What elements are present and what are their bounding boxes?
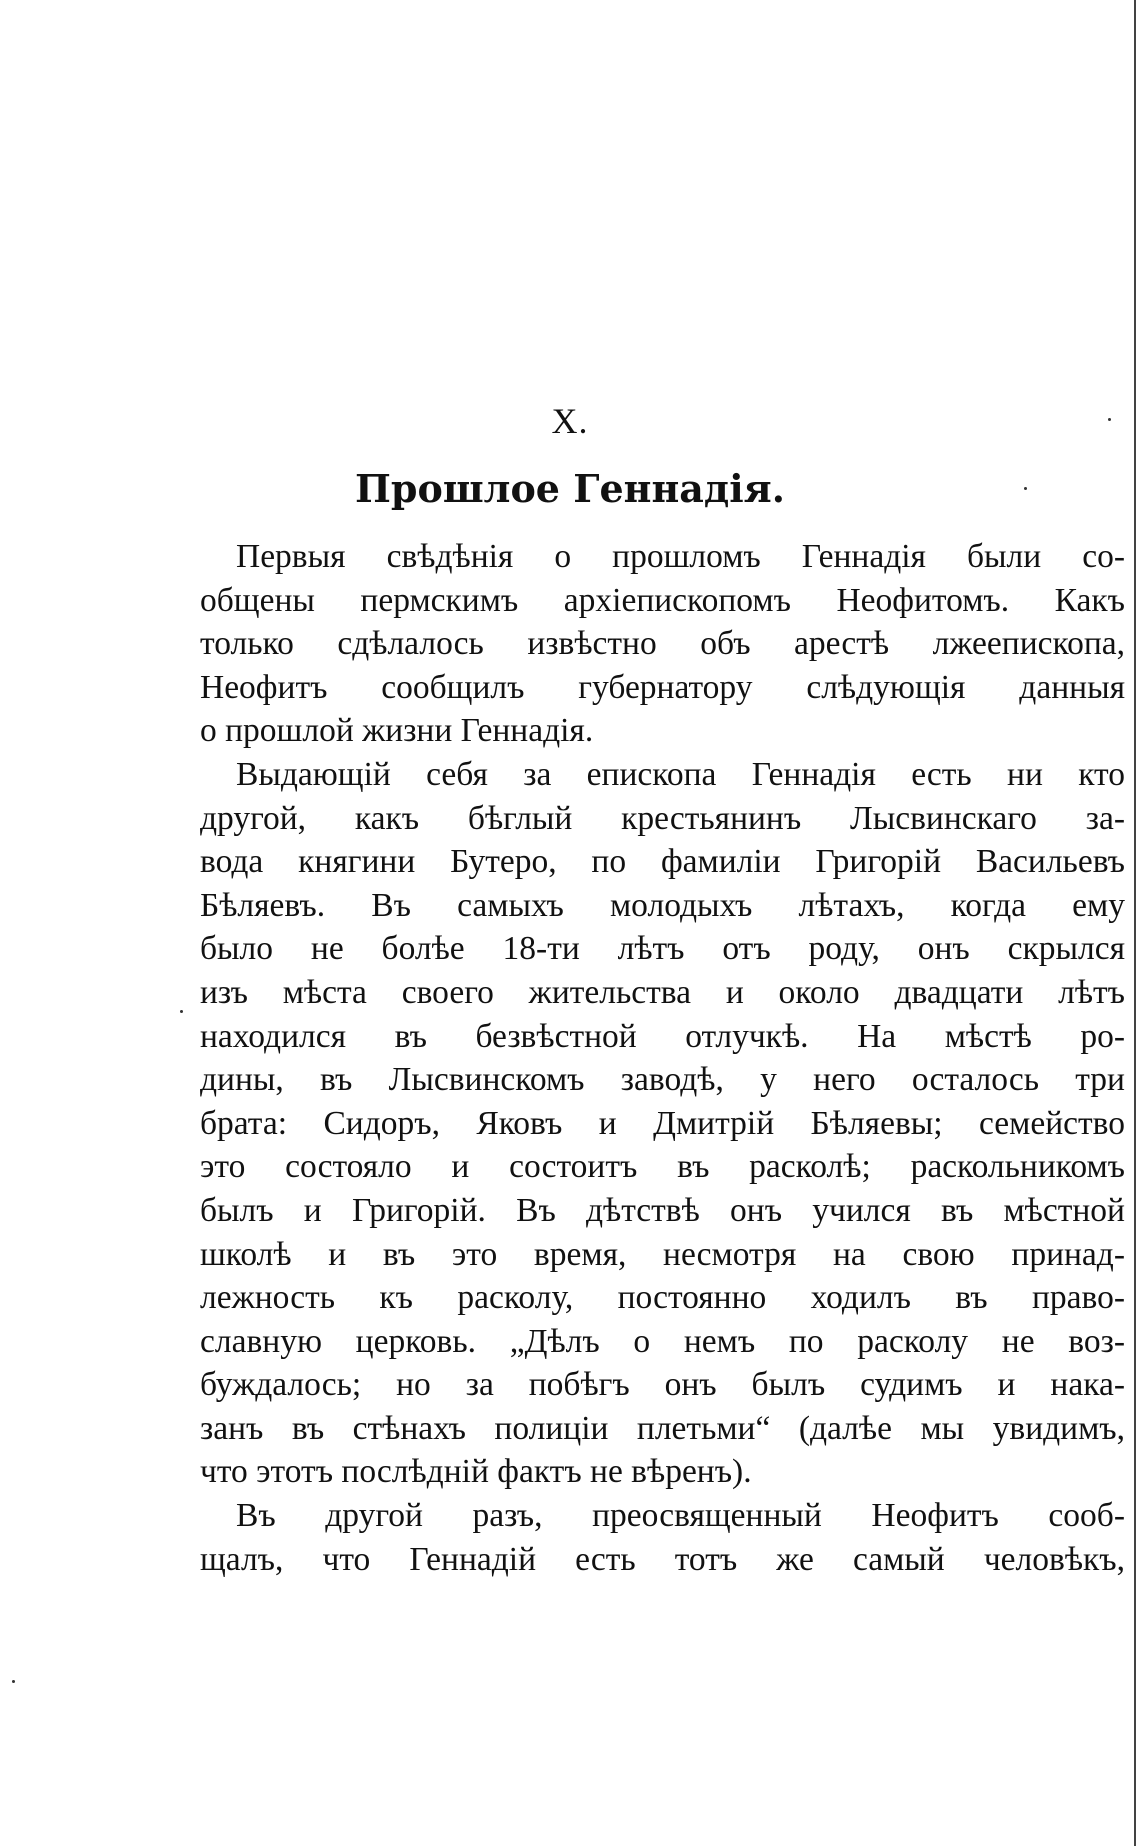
text-line: Первыя свѣдѣнія о прошломъ Геннадія были со- <box>236 538 1125 575</box>
text-line: Бѣляевъ. Въ самыхъ молодыхъ лѣтахъ, когда ему <box>200 886 1125 924</box>
page-binding-edge <box>1134 0 1136 1846</box>
print-speck <box>180 1010 183 1013</box>
text-line: дины, въ Лысвинскомъ заводѣ, у него осталось три <box>200 1061 1125 1099</box>
print-speck <box>12 1680 15 1683</box>
text-line: щалъ, что Геннадій есть тотъ же самый человѣкъ, <box>200 1540 1125 1578</box>
text-line: былъ и Григорій. Въ дѣтствѣ онъ учился въ мѣстной <box>200 1191 1125 1229</box>
text-line: вода княгини Бутеро, по фамиліи Григорій Васильевъ <box>200 843 1125 881</box>
text-line: это состояло и состоитъ въ расколѣ; раскольникомъ <box>200 1148 1125 1186</box>
text-line: Выдающій себя за епископа Геннадія есть ни кто <box>236 755 1125 793</box>
text-line: брата: Сидоръ, Яковъ и Дмитрій Бѣляевы; семейство <box>200 1104 1125 1142</box>
text-line: лежность къ расколу, постоянно ходилъ въ право- <box>200 1279 1125 1317</box>
text-line: Въ другой разъ, преосвященный Неофитъ сооб- <box>236 1497 1125 1535</box>
text-line: находился въ безвѣстной отлучкѣ. На мѣстѣ ро- <box>200 1017 1125 1055</box>
text-line: только сдѣлалось извѣстно объ арестѣ лжеепископа, <box>200 625 1125 663</box>
text-line: общены пермскимъ архіепископомъ Неофитомъ. Какъ <box>200 581 1125 619</box>
text-line: о прошлой жизни Геннадія. <box>200 712 594 750</box>
text-line: школѣ и въ это время, несмотря на свою принад- <box>200 1235 1125 1273</box>
paragraph-3 <box>200 1494 1125 1581</box>
text-line: Неофитъ сообщилъ губернатору слѣдующія данныя <box>200 668 1125 706</box>
text-line: изъ мѣста своего жительства и около двадцати лѣтъ <box>200 973 1125 1011</box>
text-line: было не болѣе 18-ти лѣтъ отъ роду, онъ скрылся <box>200 930 1125 968</box>
text-line: славную церковь. „Дѣлъ о немъ по расколу не воз- <box>200 1322 1125 1360</box>
text-line: другой, какъ бѣглый крестьянинъ Лысвинскаго за- <box>200 799 1125 837</box>
chapter-title: Прошлое Геннадія. <box>355 466 785 511</box>
paragraph-2 <box>200 753 1125 1494</box>
chapter-body <box>200 535 1125 1581</box>
text-line: что этотъ послѣдній фактъ не вѣренъ). <box>200 1453 752 1491</box>
chapter-number: X. <box>551 401 589 441</box>
text-line: буждалось; но за побѣгъ онъ былъ судимъ и нака- <box>200 1366 1125 1404</box>
paragraph-1 <box>200 535 1125 753</box>
text-line: занъ въ стѣнахъ полиціи плетьми“ (далѣе мы увидимъ, <box>200 1409 1125 1447</box>
